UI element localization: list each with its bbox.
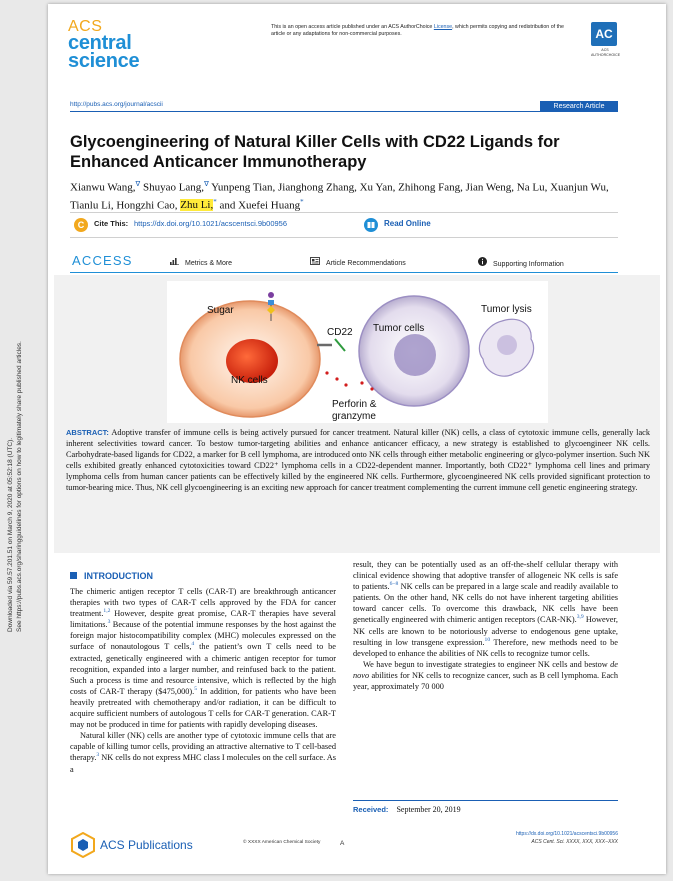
equal-contribution-mark-1: ∇ (135, 180, 141, 188)
ref-5[interactable]: 5 (194, 686, 198, 693)
toc-sugar-label: Sugar (207, 305, 234, 316)
open-access-notice (271, 24, 571, 38)
abstract-box (54, 275, 660, 553)
info-icon (478, 257, 487, 268)
p1-text-b: However, despite great promise, CAR-T therapies have several limitations. (70, 609, 336, 630)
p3-text-b: NK cells can be prepared in a large scale and readily available to patients. On the other hand, NK cells do not have inherent targeting abilities toward cancer cells. To overcome this drawback, NK cells have been genetically engineered with chimeric antigen receptors (CAR-NK). (353, 582, 618, 625)
author-a: Xianwu Wang, (70, 181, 136, 194)
section-marker (70, 572, 77, 579)
author-group: Yunpeng Tian, Jianghong Zhang, Xu Yan, Zhihong Fang, Jian Weng, Na Lu, Xuanjun Wu, Tianlu Li, Hongzhi Cao, (70, 181, 609, 212)
article-type-badge: Research Article (540, 101, 618, 112)
ref-3-9[interactable]: 3,9 (576, 614, 584, 621)
abstract (66, 427, 650, 494)
cd22-receptor (335, 339, 345, 351)
authorchoice-caption-2: AUTHORCHOICE (591, 52, 621, 57)
journal-reference: ACS Cent. Sci. XXXX, XXX, XXX−XXX (531, 839, 618, 845)
journal-logo (68, 18, 140, 73)
article-page (48, 4, 666, 874)
received-line (353, 805, 461, 814)
logo-science: science (68, 50, 140, 73)
toc-tumor-lysis-label: Tumor lysis (481, 304, 532, 315)
received-label: Received: (353, 805, 389, 814)
p3-text-c: However, NK cells are known to be notoriously adverse to endogenous gene uptake, resulting in low transgene expression. (353, 615, 618, 647)
perforin-granule-5 (370, 387, 373, 390)
footer-doi-link[interactable]: https://dx.doi.org/10.1021/acscentsci.9b00956 (515, 831, 618, 837)
abstract-label: ABSTRACT: (66, 428, 109, 437)
cite-label: Cite This: (94, 219, 129, 228)
p2-text-a: Natural killer (NK) cells are another type of cytotoxic immune cells that are capable of killing tumor cells, providing an attractive alternative to T cell-based therapy. (70, 731, 336, 763)
p1-text-e: In addition, for patients who have been heavily pretreated with chemotherapy and/or radiation, it can be difficult to acquire sufficient numbers of autologous T cells for CAR-T generation. CAR-T may not be produced in time for patients with rapidly developing diseases. (70, 686, 336, 730)
logo-central: central (68, 32, 132, 55)
oa-notice-pre: This is an open access article published under an ACS AuthorChoice (271, 24, 434, 30)
p1-text-a: The chimeric antigen receptor T cells (CAR-T) are breakthrough anticancer therapies with two types of CAR-T cells approved by the FDA for cancer treatment. (70, 587, 336, 619)
equal-contribution-mark-2: ∇ (204, 180, 209, 188)
author-e: and Xuefei Huang (216, 199, 301, 212)
bar-chart-icon (170, 257, 179, 267)
access-bar (70, 252, 618, 273)
author-b: Shuyao Lang, (140, 181, 205, 194)
p1-text-c: Because of the potential immune responses by the host against the foreign major histocompatibility complex (MHC) molecules expressed on the surface of nonautologous T cells, (70, 620, 336, 652)
toc-cd22-label: CD22 (327, 327, 353, 338)
acs-publications-logo (70, 832, 210, 860)
cite-row (70, 212, 618, 238)
cite-icon: C (74, 218, 88, 232)
toc-nk-cells-label: NK cells (231, 375, 268, 386)
copyright: © XXXX American Chemical Society (243, 840, 321, 845)
toc-tumor-cells-label: Tumor cells (373, 323, 425, 334)
introduction-heading-text: INTRODUCTION (84, 571, 153, 581)
read-online-button[interactable] (364, 217, 454, 233)
page-letter: A (340, 840, 345, 847)
p4-text-a: We have begun to investigate strategies to engineer NK cells and bestow (363, 659, 611, 669)
authorchoice-caption (591, 48, 619, 57)
download-note (6, 262, 42, 632)
p3-text-d: Therefore, new methods need to be developed to enhance the abilities of NK cells to recognize tumor cells. (353, 637, 618, 658)
license-link[interactable]: License (433, 24, 453, 30)
publisher-name: ACS Publications (100, 838, 193, 852)
read-online-label: Read Online (384, 219, 431, 228)
download-note-line-2: See https://pubs.acs.org/sharingguidelines for options on how to legitimately share published articles. (16, 341, 23, 632)
intro-paragraph-2 (70, 730, 336, 774)
ref-10[interactable]: 10 (484, 636, 491, 643)
journal-url[interactable]: http://pubs.acs.org/journal/acscii (70, 101, 163, 108)
authorchoice-caption-1: ACS (601, 48, 609, 52)
perforin-granule-4 (360, 381, 363, 384)
supporting-info-label: Supporting Information (493, 261, 564, 268)
toc-graphic (167, 281, 548, 423)
p1-text-d: the patient’s own T cells need to be extracted, genetically engineered with a chimeric antigen receptor for tumor recognition, expanded into a larger number, and reinfused back to the patient. Such a process is time and resource intensive, which is reflected by the high costs of CAR-T therapy ($475,000). (70, 642, 336, 696)
sugar-glyph-1 (268, 292, 274, 298)
introduction-heading (70, 571, 153, 581)
metrics-label: Metrics & More (185, 260, 233, 267)
recommendations-label: Article Recommendations (326, 260, 406, 267)
received-rule (353, 800, 618, 801)
article-icon (310, 257, 320, 267)
download-note-line-1: Downloaded via 59.57.201.51 on March 9, 2020 at 05:52:18 (UTC). (7, 437, 14, 632)
logo-acs: ACS (68, 18, 103, 35)
p4-text-b: abilities for NK cells to recognize cancer, such as B cell lymphoma. Each year, approximately 70 000 (353, 670, 618, 692)
perforin-granule-3 (344, 383, 347, 386)
cite-doi-link[interactable]: https://dx.doi.org/10.1021/acscentsci.9b00956 (134, 219, 288, 228)
article-title: Glycoengineering of Natural Killer Cells with CD22 Ligands for Enhanced Anticancer Immunotherapy (70, 133, 560, 171)
abstract-text: Adoptive transfer of immune cells is being actively pursued for cancer treatment. Natural killer (NK) cells, a class of cytotoxic immune cells, generally lack inherent selectivities toward cancer. To bestow tumor-targeting abilities and enhance anticancer efficacy, a new strategy is established to glycoengineer NK cells. Carbohydrate-based ligands for CD22, a marker for B cell lymphoma, are introduced onto NK cells through either metabolic engineering or glyco-polymer insertion. Such NK cells exhibited greatly enhanced cytotoxicities toward CD22⁺ lymphoma cells in a CD22-dependent manner. Importantly, both CD22⁺ lymphoma cell lines and primary lymphoma cells from human cancer patients can be effectively killed by the engineered NK cells. Furthermore, glycoengineered NK cells provided significant protection to tumor-bearing mice. Thus, NK cell glycoengineering is an exciting new approach for cancer treatment complementing the current immune cell genetic engineering strategy. (66, 428, 650, 493)
read-online-icon (364, 218, 378, 232)
oa-notice-post: , which permits copying and redistribution of the article or any adaptations for non-commercial purposes. (271, 24, 564, 37)
toc-granzyme-label: granzyme (332, 411, 376, 422)
perforin-granule-1 (325, 371, 328, 374)
ref-3b[interactable]: 3 (96, 752, 100, 759)
lysis-fragment (497, 335, 517, 355)
recommendations-link[interactable] (310, 257, 406, 267)
body-column-right (353, 559, 618, 692)
sugar-glyph-2 (268, 300, 274, 305)
corresponding-mark-1: * (213, 197, 217, 206)
p2-text-b: NK cells do not express MHC class I molecules on the cell surface. As a (70, 753, 336, 774)
authorchoice-badge: AC (591, 22, 617, 46)
intro-paragraph-3 (353, 559, 618, 659)
acs-hexagon-icon (70, 832, 96, 858)
supporting-info-link[interactable] (478, 257, 564, 268)
body-column-left (70, 586, 336, 775)
metrics-link[interactable] (170, 257, 232, 267)
toc-figure (167, 281, 548, 423)
p3-text-a: result, they can be potentially used as an off-the-shelf cellular therapy with clinical evidence showing that adoptive transfer of allogeneic NK cells is safe to patients. (353, 560, 618, 592)
ref-4[interactable]: 4 (191, 641, 195, 648)
corresponding-mark-2: * (300, 197, 304, 206)
intro-paragraph-1 (70, 586, 336, 730)
ref-1-2[interactable]: 1,2 (103, 608, 111, 615)
author-list (70, 177, 618, 212)
ref-3[interactable]: 3 (107, 619, 111, 626)
header-rule (70, 111, 618, 112)
toc-perforin-label: Perforin & (332, 399, 377, 410)
received-date: September 20, 2019 (396, 805, 461, 814)
p4-emphasis: de novo (353, 659, 618, 680)
ref-6-8[interactable]: 6−8 (389, 581, 399, 588)
access-label: ACCESS (72, 253, 133, 268)
perforin-granule-2 (335, 377, 338, 380)
highlighted-author: Zhu Li, (180, 199, 214, 212)
tumor-cell-nucleus (394, 334, 436, 376)
intro-paragraph-4 (353, 659, 618, 692)
